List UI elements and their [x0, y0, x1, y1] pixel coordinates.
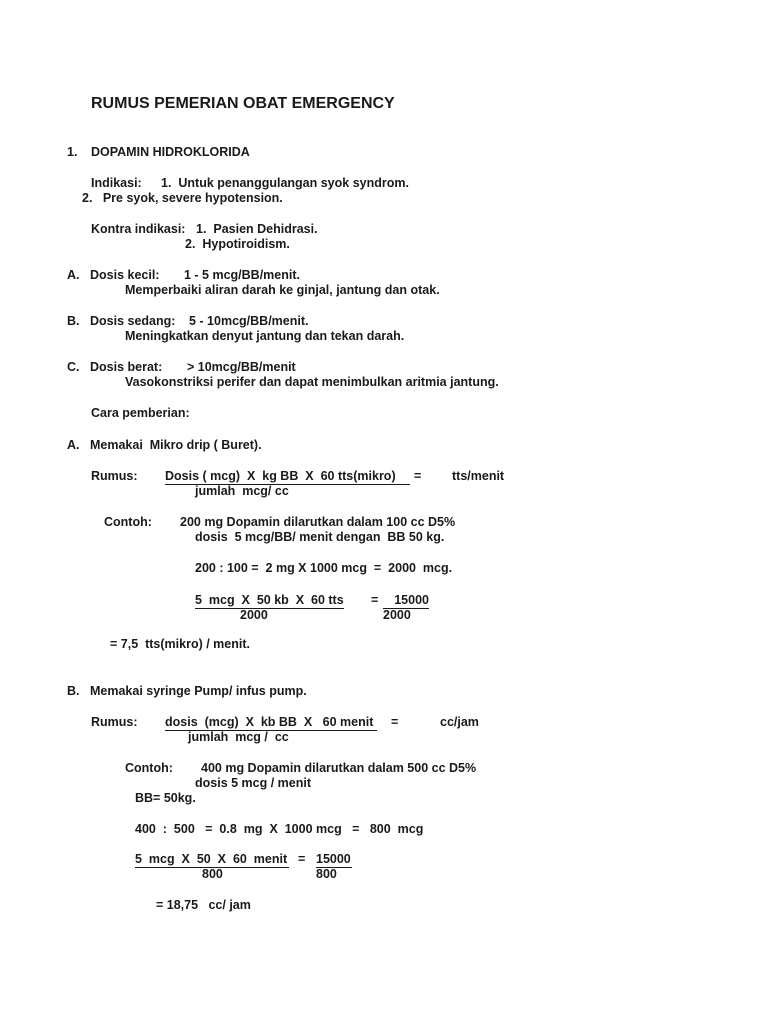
fraction-equals: =: [298, 852, 306, 866]
formula-result-unit: tts/menit: [452, 469, 505, 483]
contoh-line: 200 mg Dopamin dilarutkan dalam 100 cc D5%: [180, 515, 456, 529]
contoh-label: Contoh:: [125, 761, 173, 775]
indikasi-item: 2. Pre syok, severe hypotension.: [82, 191, 283, 205]
section-number: 1.: [67, 145, 78, 159]
cara-pemberian-label: Cara pemberian:: [91, 406, 190, 420]
method-letter: A.: [67, 438, 80, 452]
formula-equals: =: [414, 469, 422, 483]
kontra-item: 2. Hypotiroidism.: [185, 237, 290, 251]
fraction-equals: =: [371, 593, 379, 607]
indikasi-item: 1. Untuk penanggulangan syok syndrom.: [161, 176, 409, 190]
indikasi-label: Indikasi:: [91, 176, 142, 190]
contoh-line: 400 mg Dopamin dilarutkan dalam 500 cc D5%: [201, 761, 477, 775]
fraction-numerator: 5 mcg X 50 X 60 menit: [135, 852, 288, 866]
dose-value: 1 - 5 mcg/BB/menit.: [184, 268, 300, 282]
dose-letter: C.: [67, 360, 80, 374]
dose-effect: Meningkatkan denyut jantung dan tekan darah.: [125, 329, 405, 343]
contoh-line: dosis 5 mcg/BB/ menit dengan BB 50 kg.: [195, 530, 445, 544]
rumus-label: Rumus:: [91, 715, 138, 729]
dose-value: 5 - 10mcg/BB/menit.: [189, 314, 309, 328]
dose-label: Dosis berat:: [90, 360, 163, 374]
fraction-numerator: 5 mcg X 50 kb X 60 tts: [195, 593, 344, 607]
kontra-label: Kontra indikasi:: [91, 222, 186, 236]
formula-numerator: dosis (mcg) X kb BB X 60 menit: [165, 715, 377, 731]
calculation-line: 200 : 100 = 2 mg X 1000 mcg = 2000 mcg.: [195, 561, 453, 575]
method-heading: Memakai syringe Pump/ infus pump.: [90, 684, 307, 698]
dose-letter: A.: [67, 268, 80, 282]
kontra-item: 1. Pasien Dehidrasi.: [196, 222, 318, 236]
method-letter: B.: [67, 684, 80, 698]
dose-effect: Memperbaiki aliran darah ke ginjal, jantung dan otak.: [125, 283, 440, 297]
fraction-result-numerator: 15000: [383, 593, 429, 609]
contoh-line: BB= 50kg.: [135, 791, 196, 805]
result-line: = 7,5 tts(mikro) / menit.: [110, 637, 250, 651]
dose-label: Dosis kecil:: [90, 268, 160, 282]
dose-value: > 10mcg/BB/menit: [187, 360, 296, 374]
dose-effect: Vasokonstriksi perifer dan dapat menimbulkan aritmia jantung.: [125, 375, 499, 389]
dose-label: Dosis sedang:: [90, 314, 176, 328]
calculation-line: 400 : 500 = 0.8 mg X 1000 mcg = 800 mcg: [135, 822, 424, 836]
fraction-result-denominator: 800: [316, 867, 337, 881]
fraction-denominator: 2000: [240, 608, 268, 622]
contoh-line: dosis 5 mcg / menit: [195, 776, 312, 790]
formula-result-unit: cc/jam: [440, 715, 479, 729]
dose-letter: B.: [67, 314, 80, 328]
rumus-label: Rumus:: [91, 469, 138, 483]
fraction-denominator: 800: [202, 867, 223, 881]
formula-denominator: jumlah mcg/ cc: [195, 484, 289, 498]
formula-equals: =: [391, 715, 399, 729]
page-title: RUMUS PEMERIAN OBAT EMERGENCY: [91, 95, 395, 112]
result-line: = 18,75 cc/ jam: [156, 898, 251, 912]
formula-numerator: Dosis ( mcg) X kg BB X 60 tts(mikro): [165, 469, 410, 485]
formula-denominator: jumlah mcg / cc: [188, 730, 289, 744]
fraction-result-denominator: 2000: [383, 608, 411, 622]
section-heading: DOPAMIN HIDROKLORIDA: [91, 145, 250, 159]
fraction-result-numerator: 15000: [316, 852, 351, 866]
method-heading: Memakai Mikro drip ( Buret).: [90, 438, 262, 452]
contoh-label: Contoh:: [104, 515, 152, 529]
